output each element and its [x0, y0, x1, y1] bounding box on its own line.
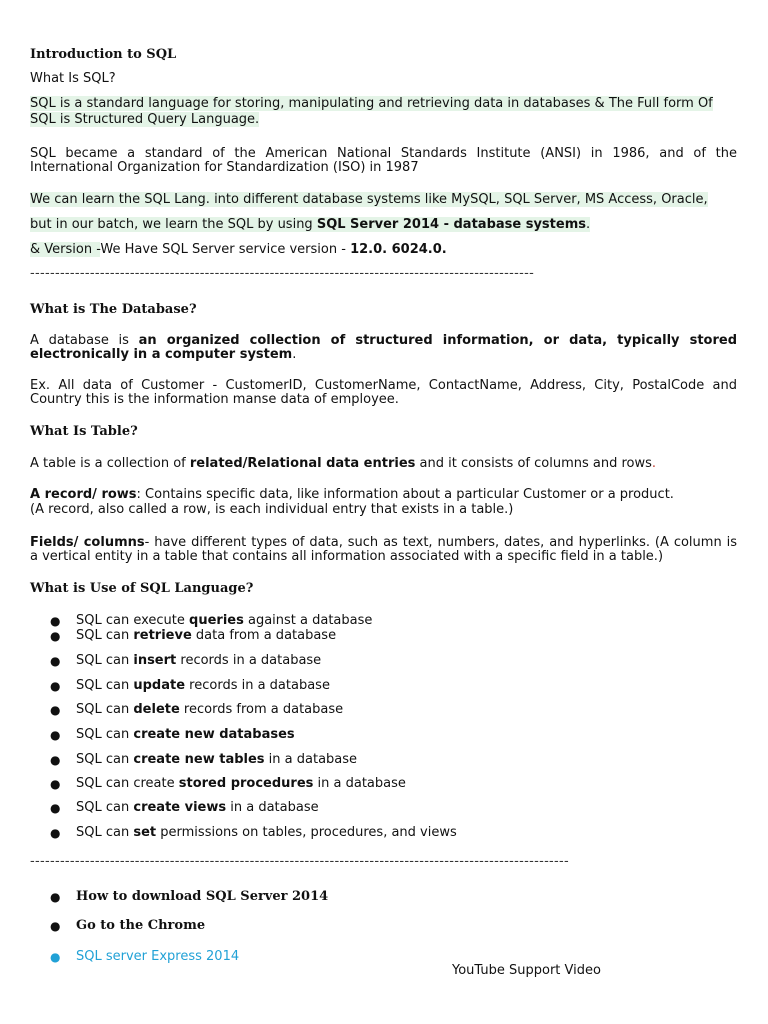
database-def-bold-cont: electronically in a computer system: [30, 347, 293, 362]
ansi-line1: SQL became a standard of the American National Standards Institute (ANSI) in 1986, and of the: [30, 146, 737, 161]
version-label: & Version -: [30, 242, 101, 257]
table-heading: What Is Table?: [30, 424, 138, 439]
bullet-icon: ●: [50, 826, 61, 840]
database-def-period: .: [292, 347, 297, 362]
database-def-bold: an organized collection of structured information, or data, typically stored: [138, 333, 738, 348]
record-line2: (A record, also called a row, is each individual entry that exists in a table.): [30, 502, 514, 517]
bullet-icon: ●: [50, 753, 61, 767]
bullet-icon: ●: [50, 919, 61, 933]
bullet-icon: ●: [50, 703, 61, 717]
database-example-line1: Ex. All data of Customer - CustomerID, CustomerName, ContactName, Address, City, PostalCode and: [30, 378, 737, 393]
sql-definition-cont: [30, 112, 259, 128]
learn-line2-text: but in our batch, we learn the SQL by using: [30, 217, 317, 232]
bullet-icon: ●: [50, 728, 61, 742]
database-def-intro: A database is: [30, 333, 139, 348]
table-definition: [30, 456, 656, 472]
table-def-bold: related/Relational data entries: [189, 456, 416, 471]
sql-express-link[interactable]: SQL server Express 2014: [76, 949, 240, 964]
fields-text: - have different types of data, such as text, numbers, dates, and hyperlinks. (A column is: [144, 535, 737, 550]
version-text: We Have SQL Server service version -: [100, 242, 351, 257]
table-def-intro: A table is a collection of: [30, 456, 190, 471]
fields-line2: a vertical entity in a table that contains all information associated with a specific field in a table.): [30, 549, 664, 564]
bullet-icon: ●: [50, 890, 61, 904]
database-example-line2: Country this is the information manse data of employee.: [30, 392, 399, 407]
ansi-line2: International Organization for Standardization (ISO) in 1987: [30, 160, 419, 175]
bullet-icon: ●: [50, 614, 61, 628]
table-def-period: .: [651, 456, 657, 471]
database-def-line2: [30, 347, 296, 363]
what-is-sql-heading: What Is SQL?: [30, 71, 116, 86]
record-label: A record/ rows: [30, 487, 137, 502]
bullet-icon: ●: [50, 654, 61, 668]
bullet-icon: ●: [50, 801, 61, 815]
learn-line1-text: We can learn the SQL Lang. into different database systems like MySQL, SQL Server, MS Access, Oracle,: [30, 192, 708, 207]
database-heading: What is The Database?: [30, 302, 197, 317]
youtube-support-video: YouTube Support Video: [452, 963, 601, 978]
database-def-line1: [30, 333, 737, 348]
record-line1: [30, 487, 674, 503]
learn-line2: [30, 217, 590, 233]
download-step-2: Go to the Chrome: [76, 918, 206, 933]
version-number: 12.0. 6024.0.: [350, 242, 447, 257]
sql-server-2014-text: SQL Server 2014 - database systems: [316, 217, 586, 232]
fields-label: Fields/ columns: [30, 535, 145, 550]
sql-definition-line1: SQL is a standard language for storing, manipulating and retrieving data in databases & The Full form Of: [30, 96, 713, 111]
sql-definition: [30, 96, 713, 112]
separator-2: ------------------------------------------------------------------------------------------------------------: [30, 855, 570, 869]
fields-line1: [30, 535, 737, 550]
learn-line1: [30, 192, 708, 208]
table-def-rest: and it consists of columns and rows: [415, 456, 652, 471]
separator-1: -----------------------------------------------------------------------------------------------------: [30, 267, 535, 281]
uses-heading: What is Use of SQL Language?: [30, 581, 254, 596]
download-step-1: How to download SQL Server 2014: [76, 889, 329, 904]
learn-line2-period: .: [586, 217, 591, 232]
bullet-icon: ●: [50, 777, 61, 791]
sql-definition-line2: SQL is Structured Query Language.: [30, 112, 260, 127]
page-title: Introduction to SQL: [30, 47, 177, 62]
bullet-icon: ●: [50, 629, 61, 643]
bullet-icon: ●: [50, 950, 61, 964]
version-line: [30, 242, 447, 258]
record-text: : Contains specific data, like information about a particular Customer or a product.: [136, 487, 674, 502]
bullet-icon: ●: [50, 679, 61, 693]
